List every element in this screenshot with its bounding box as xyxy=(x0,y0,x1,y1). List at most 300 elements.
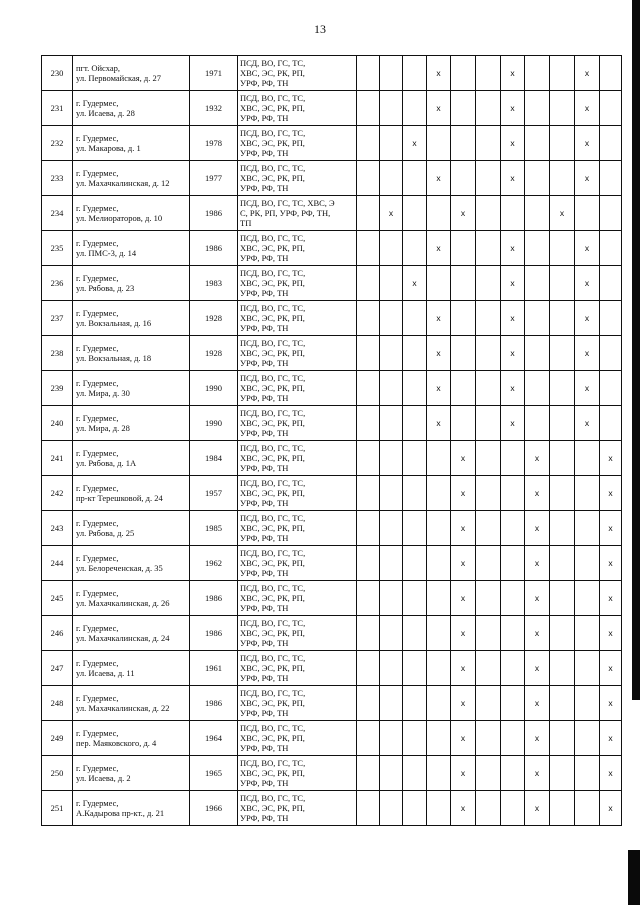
year-built: 1986 xyxy=(190,616,238,651)
address-cell xyxy=(73,616,190,651)
works-list xyxy=(238,336,357,371)
schedule-mark: x xyxy=(525,756,550,791)
address-locality: г. Гудермес, xyxy=(76,728,119,738)
table-row xyxy=(42,196,622,231)
year-built: 1957 xyxy=(190,476,238,511)
schedule-cell xyxy=(476,336,501,371)
schedule-cell xyxy=(427,546,451,581)
works-line: ПСД, ВО, ГС, ТС, xyxy=(240,723,306,733)
schedule-cell xyxy=(357,476,380,511)
schedule-mark: x xyxy=(501,406,525,441)
schedule-mark: x xyxy=(403,126,427,161)
schedule-cell xyxy=(476,511,501,546)
schedule-mark: x xyxy=(451,581,476,616)
schedule-mark: x xyxy=(575,371,600,406)
works-line: УРФ, РФ, ТН xyxy=(240,813,289,823)
schedule-cell xyxy=(403,56,427,91)
schedule-cell xyxy=(357,301,380,336)
address-street: ул. Исаева, д. 28 xyxy=(76,108,135,118)
row-number: 238 xyxy=(42,336,73,371)
schedule-cell xyxy=(403,161,427,196)
schedule-cell xyxy=(476,476,501,511)
schedule-cell xyxy=(380,616,403,651)
works-line: ХВС, ЭС, РК, РП, xyxy=(240,453,305,463)
schedule-cell xyxy=(357,231,380,266)
address-street: ул. Белореченская, д. 35 xyxy=(76,563,163,573)
address-cell xyxy=(73,511,190,546)
address-cell xyxy=(73,756,190,791)
year-built: 1978 xyxy=(190,126,238,161)
schedule-cell xyxy=(575,546,600,581)
schedule-mark: x xyxy=(451,721,476,756)
schedule-cell xyxy=(525,371,550,406)
table-row xyxy=(42,126,622,161)
address-street: ул. Вокзальная, д. 16 xyxy=(76,318,152,328)
schedule-cell xyxy=(600,371,622,406)
row-number: 245 xyxy=(42,581,73,616)
schedule-cell xyxy=(357,161,380,196)
schedule-mark: x xyxy=(600,616,622,651)
schedule-cell xyxy=(403,336,427,371)
schedule-cell xyxy=(427,441,451,476)
works-line: ХВС, ЭС, РК, РП, xyxy=(240,768,305,778)
works-list xyxy=(238,616,357,651)
schedule-cell xyxy=(427,651,451,686)
address-street: ул. Первомайская, д. 27 xyxy=(76,73,161,83)
row-number: 241 xyxy=(42,441,73,476)
row-number: 246 xyxy=(42,616,73,651)
schedule-cell xyxy=(476,581,501,616)
address-locality: г. Гудермес, xyxy=(76,98,119,108)
schedule-cell xyxy=(476,406,501,441)
works-line: ХВС, ЭС, РК, РП, xyxy=(240,558,305,568)
schedule-cell xyxy=(403,791,427,826)
address-locality: г. Гудермес, xyxy=(76,553,119,563)
year-built: 1990 xyxy=(190,406,238,441)
schedule-mark: x xyxy=(600,511,622,546)
schedule-cell xyxy=(403,511,427,546)
schedule-cell xyxy=(501,476,525,511)
schedule-cell xyxy=(550,161,575,196)
schedule-mark: x xyxy=(501,336,525,371)
schedule-cell xyxy=(476,196,501,231)
address-cell xyxy=(73,686,190,721)
schedule-cell xyxy=(380,371,403,406)
schedule-mark: x xyxy=(525,511,550,546)
address-locality: г. Гудермес, xyxy=(76,378,119,388)
works-list xyxy=(238,56,357,91)
address-street: ул. Мира, д. 28 xyxy=(76,423,130,433)
address-street: пер. Маяковского, д. 4 xyxy=(76,738,157,748)
schedule-mark: x xyxy=(501,91,525,126)
schedule-cell xyxy=(525,56,550,91)
address-locality: г. Гудермес, xyxy=(76,238,119,248)
schedule-cell xyxy=(550,721,575,756)
works-line: ХВС, ЭС, РК, РП, xyxy=(240,173,305,183)
schedule-cell xyxy=(501,511,525,546)
address-cell xyxy=(73,161,190,196)
schedule-cell xyxy=(380,56,403,91)
row-number: 247 xyxy=(42,651,73,686)
schedule-cell xyxy=(357,791,380,826)
address-cell xyxy=(73,266,190,301)
year-built: 1932 xyxy=(190,91,238,126)
address-locality: г. Гудермес, xyxy=(76,623,119,633)
schedule-cell xyxy=(575,441,600,476)
table-row xyxy=(42,56,622,91)
schedule-mark: x xyxy=(427,301,451,336)
works-line: ХВС, ЭС, РК, РП, xyxy=(240,488,305,498)
address-street: ул. Исаева, д. 11 xyxy=(76,668,135,678)
schedule-cell xyxy=(403,441,427,476)
schedule-mark: x xyxy=(380,196,403,231)
works-line: УРФ, РФ, ТН xyxy=(240,113,289,123)
schedule-cell xyxy=(451,301,476,336)
schedule-cell xyxy=(380,441,403,476)
schedule-cell xyxy=(357,371,380,406)
schedule-cell xyxy=(380,406,403,441)
schedule-cell xyxy=(427,791,451,826)
schedule-mark: x xyxy=(501,161,525,196)
works-list xyxy=(238,441,357,476)
schedule-mark: x xyxy=(451,791,476,826)
schedule-cell xyxy=(357,406,380,441)
works-line: ПСД, ВО, ГС, ТС, xyxy=(240,443,306,453)
schedule-cell xyxy=(550,511,575,546)
schedule-mark: x xyxy=(427,91,451,126)
works-line: ХВС, ЭС, РК, РП, xyxy=(240,593,305,603)
schedule-cell xyxy=(550,266,575,301)
row-number: 243 xyxy=(42,511,73,546)
schedule-cell xyxy=(550,301,575,336)
schedule-cell xyxy=(550,91,575,126)
schedule-mark: x xyxy=(575,56,600,91)
works-list xyxy=(238,476,357,511)
address-cell xyxy=(73,581,190,616)
address-street: ул. Мелиораторов, д. 10 xyxy=(76,213,163,223)
works-line: УРФ, РФ, ТН xyxy=(240,778,289,788)
schedule-cell xyxy=(357,616,380,651)
schedule-mark: x xyxy=(451,651,476,686)
schedule-cell xyxy=(501,721,525,756)
page-number: 13 xyxy=(314,22,326,36)
schedule-cell xyxy=(357,651,380,686)
schedule-cell xyxy=(476,266,501,301)
table-row xyxy=(42,581,622,616)
year-built: 1971 xyxy=(190,56,238,91)
schedule-cell xyxy=(476,231,501,266)
works-line: УРФ, РФ, ТН xyxy=(240,708,289,718)
schedule-mark: x xyxy=(575,91,600,126)
schedule-cell xyxy=(403,721,427,756)
schedule-cell xyxy=(403,301,427,336)
scan-edge-tail xyxy=(628,850,640,905)
schedule-cell xyxy=(403,371,427,406)
address-cell xyxy=(73,721,190,756)
schedule-cell xyxy=(550,616,575,651)
schedule-cell xyxy=(357,126,380,161)
schedule-cell xyxy=(476,791,501,826)
address-cell xyxy=(73,301,190,336)
address-locality: г. Гудермес, xyxy=(76,203,119,213)
works-line: ПСД, ВО, ГС, ТС, xyxy=(240,303,306,313)
schedule-cell xyxy=(501,651,525,686)
address-street: ул. Рябова, д. 23 xyxy=(76,283,135,293)
schedule-cell xyxy=(451,91,476,126)
address-cell xyxy=(73,406,190,441)
schedule-mark: x xyxy=(600,791,622,826)
schedule-cell xyxy=(403,581,427,616)
address-locality: г. Гудермес, xyxy=(76,133,119,143)
schedule-cell xyxy=(476,616,501,651)
schedule-cell xyxy=(451,266,476,301)
schedule-cell xyxy=(476,56,501,91)
schedule-cell xyxy=(427,126,451,161)
schedule-cell xyxy=(403,196,427,231)
schedule-cell xyxy=(575,756,600,791)
year-built: 1983 xyxy=(190,266,238,301)
works-line: ПСД, ВО, ГС, ТС, xyxy=(240,408,306,418)
address-locality: г. Гудермес, xyxy=(76,168,119,178)
works-line: ПСД, ВО, ГС, ТС, xyxy=(240,548,306,558)
works-list xyxy=(238,266,357,301)
schedule-cell xyxy=(357,91,380,126)
address-locality: г. Гудермес, xyxy=(76,518,119,528)
schedule-mark: x xyxy=(501,231,525,266)
works-line: УРФ, РФ, ТН xyxy=(240,183,289,193)
works-list xyxy=(238,686,357,721)
works-line: УРФ, РФ, ТН xyxy=(240,358,289,368)
year-built: 1962 xyxy=(190,546,238,581)
works-line: УРФ, РФ, ТН xyxy=(240,638,289,648)
schedule-cell xyxy=(525,231,550,266)
schedule-cell xyxy=(427,511,451,546)
address-street: А.Кадырова пр-кт., д. 21 xyxy=(76,808,165,818)
schedule-mark: x xyxy=(600,546,622,581)
schedule-cell xyxy=(525,161,550,196)
address-locality: г. Гудермес, xyxy=(76,693,119,703)
year-built: 1966 xyxy=(190,791,238,826)
schedule-cell xyxy=(550,476,575,511)
address-cell xyxy=(73,91,190,126)
schedule-cell xyxy=(525,336,550,371)
row-number: 249 xyxy=(42,721,73,756)
schedule-cell xyxy=(550,231,575,266)
schedule-cell xyxy=(575,616,600,651)
schedule-mark: x xyxy=(451,196,476,231)
schedule-cell xyxy=(501,686,525,721)
works-list xyxy=(238,651,357,686)
works-line: УРФ, РФ, ТН xyxy=(240,533,289,543)
works-list xyxy=(238,791,357,826)
address-locality: г. Гудермес, xyxy=(76,273,119,283)
schedule-cell xyxy=(550,651,575,686)
works-list xyxy=(238,301,357,336)
registry-table xyxy=(41,55,622,826)
schedule-cell xyxy=(525,91,550,126)
table-row xyxy=(42,791,622,826)
schedule-cell xyxy=(575,196,600,231)
schedule-cell xyxy=(380,126,403,161)
works-line: ПСД, ВО, ГС, ТС, xyxy=(240,758,306,768)
schedule-cell xyxy=(476,371,501,406)
address-locality: пгт. Ойсхар, xyxy=(76,63,120,73)
schedule-mark: x xyxy=(451,441,476,476)
works-line: УРФ, РФ, ТН xyxy=(240,673,289,683)
address-cell xyxy=(73,231,190,266)
row-number: 232 xyxy=(42,126,73,161)
schedule-cell xyxy=(427,476,451,511)
works-line: ПСД, ВО, ГС, ТС, xyxy=(240,793,306,803)
address-cell xyxy=(73,441,190,476)
schedule-cell xyxy=(380,686,403,721)
works-line: ПСД, ВО, ГС, ТС, xyxy=(240,583,306,593)
schedule-cell xyxy=(600,266,622,301)
schedule-cell xyxy=(525,266,550,301)
works-line: ХВС, ЭС, РК, РП, xyxy=(240,523,305,533)
schedule-cell xyxy=(357,441,380,476)
works-list xyxy=(238,91,357,126)
works-line: ХВС, ЭС, РК, РП, xyxy=(240,348,305,358)
year-built: 1986 xyxy=(190,581,238,616)
works-line: ХВС, ЭС, РК, РП, xyxy=(240,418,305,428)
works-line: ПСД, ВО, ГС, ТС, xyxy=(240,618,306,628)
schedule-mark: x xyxy=(575,161,600,196)
year-built: 1986 xyxy=(190,196,238,231)
schedule-mark: x xyxy=(501,126,525,161)
works-line: ПСД, ВО, ГС, ТС, xyxy=(240,338,306,348)
schedule-cell xyxy=(451,126,476,161)
year-built: 1928 xyxy=(190,301,238,336)
schedule-cell xyxy=(427,266,451,301)
year-built: 1984 xyxy=(190,441,238,476)
table-row xyxy=(42,546,622,581)
schedule-cell xyxy=(476,441,501,476)
schedule-cell xyxy=(357,721,380,756)
works-line: УРФ, РФ, ТН xyxy=(240,428,289,438)
table-row xyxy=(42,721,622,756)
address-street: ул. Махачкалинская, д. 22 xyxy=(76,703,170,713)
schedule-cell xyxy=(476,756,501,791)
schedule-cell xyxy=(451,371,476,406)
works-line: УРФ, РФ, ТН xyxy=(240,78,289,88)
address-street: ул. Исаева, д. 2 xyxy=(76,773,131,783)
schedule-cell xyxy=(403,406,427,441)
table-row xyxy=(42,756,622,791)
schedule-cell xyxy=(403,756,427,791)
address-locality: г. Гудермес, xyxy=(76,413,119,423)
works-line: ХВС, ЭС, РК, РП, xyxy=(240,103,305,113)
schedule-mark: x xyxy=(501,301,525,336)
schedule-cell xyxy=(550,126,575,161)
schedule-cell xyxy=(357,56,380,91)
works-list xyxy=(238,126,357,161)
schedule-mark: x xyxy=(427,371,451,406)
row-number: 240 xyxy=(42,406,73,441)
works-line: ПСД, ВО, ГС, ТС, ХВС, Э xyxy=(240,198,335,208)
address-locality: г. Гудермес, xyxy=(76,658,119,668)
schedule-cell xyxy=(550,371,575,406)
address-cell xyxy=(73,56,190,91)
schedule-cell xyxy=(451,231,476,266)
schedule-cell xyxy=(600,126,622,161)
schedule-cell xyxy=(403,651,427,686)
schedule-cell xyxy=(451,56,476,91)
schedule-mark: x xyxy=(600,476,622,511)
year-built: 1965 xyxy=(190,756,238,791)
schedule-cell xyxy=(476,161,501,196)
address-cell xyxy=(73,196,190,231)
works-line: УРФ, РФ, ТН xyxy=(240,568,289,578)
address-locality: г. Гудермес, xyxy=(76,763,119,773)
address-street: ул. Рябова, д. 25 xyxy=(76,528,135,538)
address-street: ул. Махачкалинская, д. 12 xyxy=(76,178,170,188)
schedule-cell xyxy=(550,546,575,581)
year-built: 1964 xyxy=(190,721,238,756)
address-street: пр-кт Терешковой, д. 24 xyxy=(76,493,163,503)
works-line: ПСД, ВО, ГС, ТС, xyxy=(240,233,306,243)
works-line: УРФ, РФ, ТН xyxy=(240,498,289,508)
schedule-cell xyxy=(357,686,380,721)
table-row xyxy=(42,406,622,441)
address-cell xyxy=(73,791,190,826)
schedule-cell xyxy=(575,721,600,756)
works-line: ТП xyxy=(240,218,252,228)
schedule-cell xyxy=(357,511,380,546)
address-locality: г. Гудермес, xyxy=(76,483,119,493)
address-locality: г. Гудермес, xyxy=(76,448,119,458)
schedule-cell xyxy=(380,91,403,126)
schedule-cell xyxy=(600,91,622,126)
works-line: ПСД, ВО, ГС, ТС, xyxy=(240,478,306,488)
schedule-cell xyxy=(575,581,600,616)
schedule-cell xyxy=(357,196,380,231)
schedule-cell xyxy=(476,546,501,581)
schedule-cell xyxy=(380,336,403,371)
works-line: ПСД, ВО, ГС, ТС, xyxy=(240,268,306,278)
schedule-cell xyxy=(380,791,403,826)
schedule-cell xyxy=(380,266,403,301)
table-row xyxy=(42,161,622,196)
schedule-mark: x xyxy=(451,686,476,721)
works-line: С, РК, РП, УРФ, РФ, ТН, xyxy=(240,208,331,218)
year-built: 1961 xyxy=(190,651,238,686)
row-number: 236 xyxy=(42,266,73,301)
schedule-cell xyxy=(476,721,501,756)
schedule-cell xyxy=(476,301,501,336)
schedule-cell xyxy=(380,476,403,511)
schedule-mark: x xyxy=(501,56,525,91)
works-line: ХВС, ЭС, РК, РП, xyxy=(240,803,305,813)
schedule-mark: x xyxy=(600,756,622,791)
schedule-cell xyxy=(380,651,403,686)
schedule-cell xyxy=(501,756,525,791)
schedule-cell xyxy=(403,91,427,126)
address-cell xyxy=(73,126,190,161)
schedule-mark: x xyxy=(600,686,622,721)
schedule-mark: x xyxy=(427,336,451,371)
table-row xyxy=(42,441,622,476)
schedule-mark: x xyxy=(525,441,550,476)
address-cell xyxy=(73,546,190,581)
works-line: ПСД, ВО, ГС, ТС, xyxy=(240,58,306,68)
schedule-cell xyxy=(357,266,380,301)
schedule-cell xyxy=(501,441,525,476)
schedule-cell xyxy=(575,476,600,511)
works-line: ХВС, ЭС, РК, РП, xyxy=(240,383,305,393)
works-line: ПСД, ВО, ГС, ТС, xyxy=(240,653,306,663)
schedule-mark: x xyxy=(525,721,550,756)
